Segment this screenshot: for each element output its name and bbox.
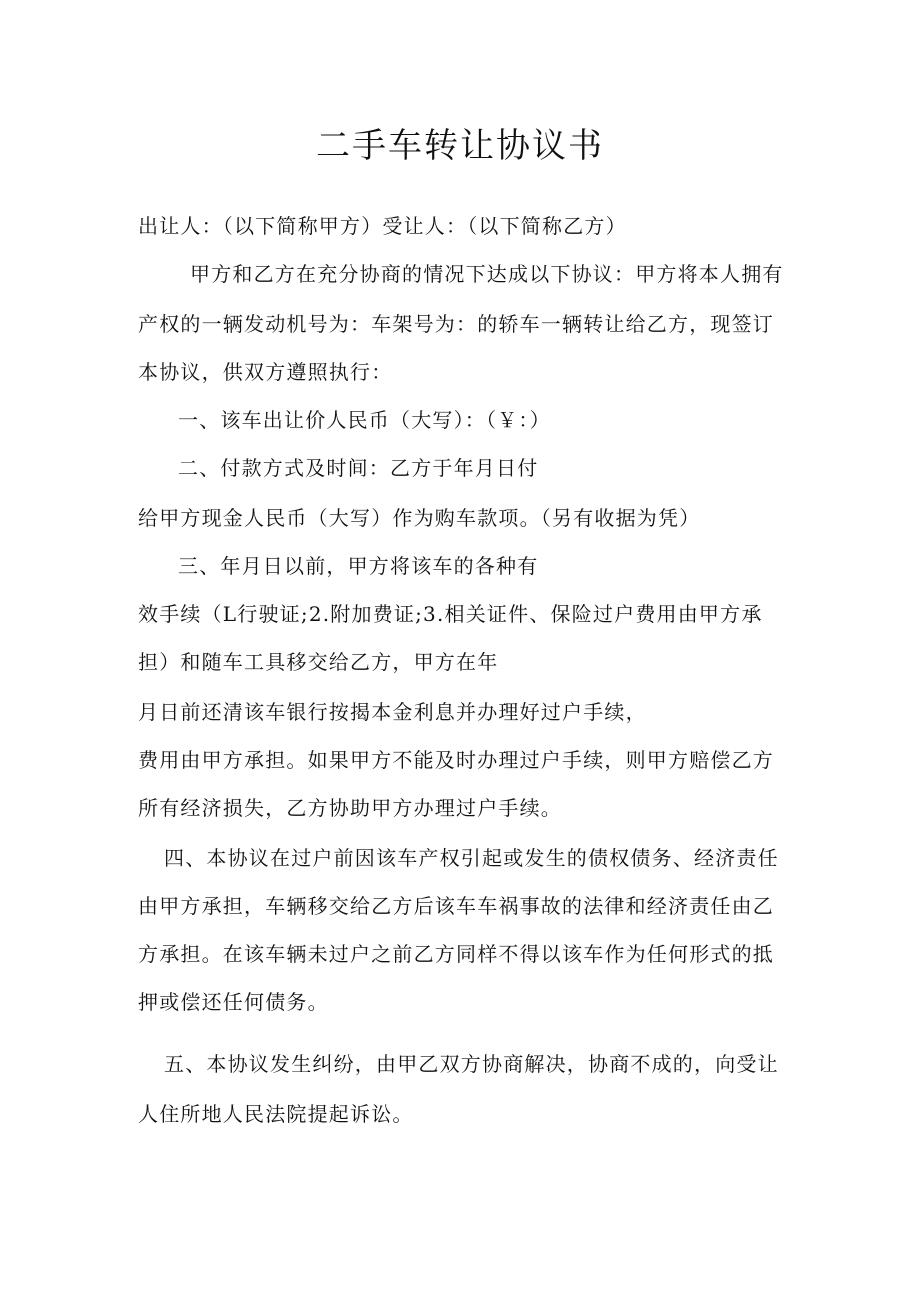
intro-line-1: 甲方和乙方在充分协商的情况下达成以下协议：甲方将本人拥有 — [190, 262, 784, 286]
document-title: 二手车转让协议书 — [316, 126, 604, 166]
clause-3-line-5: 费用由甲方承担。如果甲方不能及时办理过户手续，则甲方赔偿乙方 — [138, 748, 774, 772]
parties-line: 出让人：（以下简称甲方）受让人：（以下简称乙方） — [138, 214, 627, 238]
clause-5-line-1: 五、本协议发生纠纷，由甲乙双方协商解决，协商不成的，向受让 — [164, 1052, 779, 1076]
intro-line-3: 本协议，供双方遵照执行： — [138, 360, 393, 384]
clause-4-line-2: 由甲方承担，车辆移交给乙方后该车车祸事故的法律和经济责任由乙 — [138, 894, 774, 918]
intro-line-2: 产权的一辆发动机号为：车架号为：的轿车一辆转让给乙方，现签订 — [138, 312, 774, 336]
clause-2-line-1: 二、付款方式及时间：乙方于年月日付 — [178, 456, 539, 480]
clause-3-line-4: 月日前还清该车银行按揭本金利息并办理好过户手续， — [138, 700, 647, 724]
clause-1-line-1: 一、该车出让价人民币（大写）：（￥：） — [178, 408, 551, 432]
clause-3-line-6: 所有经济损失，乙方协助甲方办理过户手续。 — [138, 796, 562, 820]
clause-3-line-3: 担）和随车工具移交给乙方，甲方在年 — [138, 650, 499, 674]
clause-4-line-3: 方承担。在该车辆未过户之前乙方同样不得以该车作为任何形式的抵 — [138, 942, 774, 966]
clause-4-line-1: 四、本协议在过户前因该车产权引起或发生的债权债务、经济责任 — [164, 846, 779, 870]
clause-4-line-4: 押或偿还任何债务。 — [138, 990, 329, 1014]
clause-2-line-2: 给甲方现金人民币（大写）作为购车款项。（另有收据为凭） — [138, 506, 701, 530]
clause-3-line-2: 效手续（L行驶证;2.附加费证;3.相关证件、保险过户费用由甲方承 — [138, 602, 763, 626]
clause-3-line-1: 三、年月日以前，甲方将该车的各种有 — [178, 554, 539, 578]
clause-5-line-2: 人住所地人民法院提起诉讼。 — [138, 1102, 414, 1126]
